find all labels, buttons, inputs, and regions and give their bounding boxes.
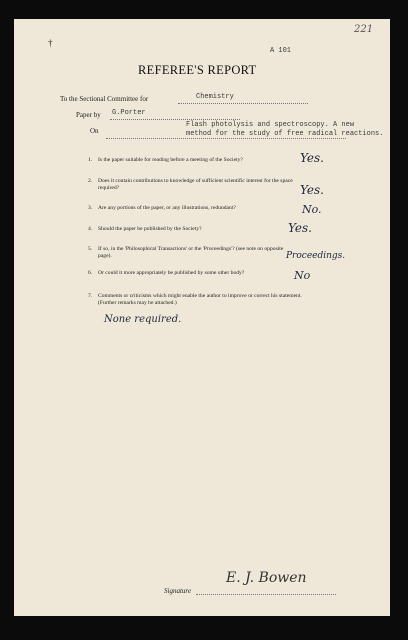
question-2-number: 2. bbox=[88, 178, 93, 184]
committee-line bbox=[178, 103, 308, 104]
answer-1: Yes. bbox=[300, 151, 324, 165]
question-1-number: 1. bbox=[88, 157, 93, 163]
committee-label: To the Sectional Committee for bbox=[60, 95, 149, 103]
question-4-text: Should the paper be published by the Society? bbox=[98, 226, 202, 232]
question-3-text: Are any portions of the paper, or any illustrations, redundant? bbox=[98, 205, 236, 211]
question-6-text: Or could it more appropriately be published by some other body? bbox=[98, 270, 245, 276]
comments-text: None required. bbox=[104, 314, 182, 325]
author-label: Paper by bbox=[76, 111, 101, 119]
answer-4: Yes. bbox=[288, 221, 312, 235]
subject-line-2: method for the study of free radical reactions. bbox=[186, 130, 384, 138]
question-4-number: 4. bbox=[88, 226, 93, 232]
page-title: REFEREE'S REPORT bbox=[138, 63, 257, 77]
subject-label: On bbox=[90, 127, 99, 135]
author-value: G.Porter bbox=[112, 109, 146, 117]
question-2-text-1: Does it contain contributions to knowledge of sufficient scientific interest for the space bbox=[98, 178, 293, 184]
signature: E. J. Bowen bbox=[226, 570, 307, 586]
question-3-number: 3. bbox=[88, 205, 93, 211]
answer-5: Proceedings. bbox=[286, 251, 346, 261]
corner-mark: † bbox=[48, 38, 53, 48]
report-page bbox=[14, 19, 390, 616]
signature-line bbox=[196, 594, 336, 595]
committee-value: Chemistry bbox=[196, 93, 234, 101]
question-7-number: 7. bbox=[88, 293, 93, 299]
answer-2: Yes. bbox=[300, 183, 324, 197]
question-5-number: 5. bbox=[88, 246, 93, 252]
question-1-text: Is the paper suitable for reading before a meeting of the Society? bbox=[98, 157, 243, 163]
subject-line bbox=[106, 138, 346, 139]
question-7-text-1: Comments or criticisms which might enable the author to improve or correct his statement. bbox=[98, 293, 302, 299]
question-2-text-2: required? bbox=[98, 185, 120, 191]
corner-number: 221 bbox=[354, 24, 374, 35]
answer-3: No. bbox=[302, 203, 322, 216]
reference-code: A 101 bbox=[270, 47, 292, 55]
author-line bbox=[110, 119, 240, 120]
question-5-text-1: If so, in the 'Philosophical Transactions' or the 'Proceedings'? (see note on opposite bbox=[98, 246, 284, 252]
subject-line-1: Flash photolysis and spectroscopy. A new bbox=[186, 121, 355, 129]
question-5-text-2: page). bbox=[98, 253, 112, 259]
question-7-text-2: (Further remarks may be attached.) bbox=[98, 300, 177, 306]
answer-6: No bbox=[294, 269, 311, 282]
question-6-number: 6. bbox=[88, 270, 93, 276]
signature-label: Signature bbox=[164, 587, 191, 595]
